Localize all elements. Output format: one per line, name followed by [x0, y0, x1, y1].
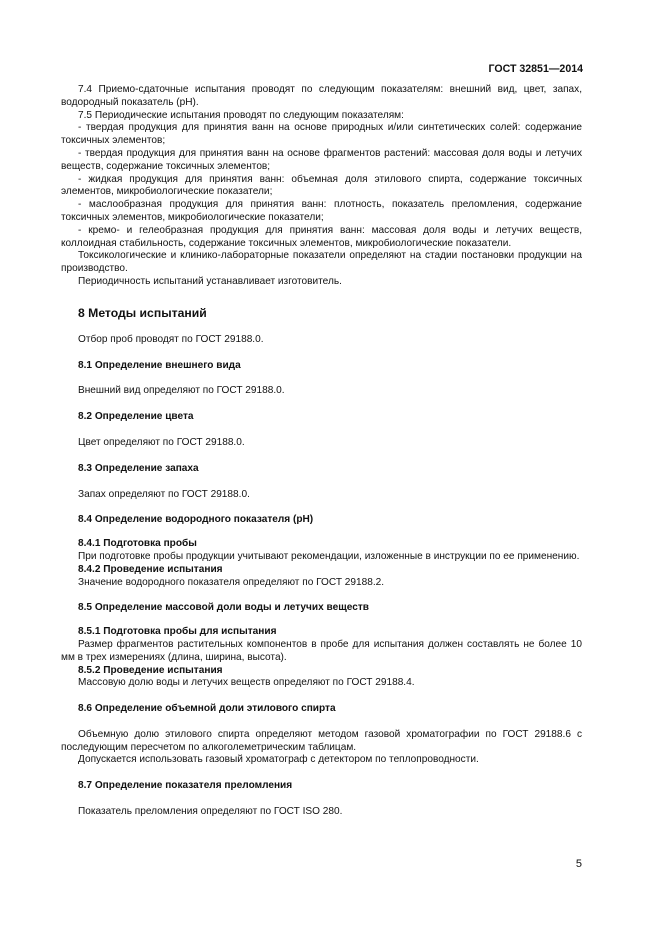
paragraph-toxicology: Токсикологические и клинико-лабораторные показатели определяют на стадии постановки продукции на производство. — [61, 250, 582, 275]
section-8-title: 8 Методы испытаний — [78, 305, 207, 320]
section-8-3-title: 8.3 Определение запаха — [78, 462, 199, 474]
section-8-5-1-title: 8.5.1 Подготовка пробы для испытания — [78, 626, 277, 638]
paragraph-8-6-note: Допускается использовать газовый хроматограф с детектором по теплопроводности. — [78, 754, 479, 766]
list-item: - жидкая продукция для принятия ванн: объемная доля этилового спирта, содержание токсичных элементов, микробиологические показатели; — [61, 173, 582, 198]
paragraph-8-4-1: При подготовке пробы продукции учитывают рекомендации, изложенные в инструкции по ее применению. — [78, 550, 580, 562]
section-8-2-title: 8.2 Определение цвета — [78, 411, 194, 423]
paragraph-8-2: Цвет определяют по ГОСТ 29188.0. — [78, 436, 245, 448]
section-8-4-2-title: 8.4.2 Проведение испытания — [78, 563, 223, 575]
paragraph-8-5-2: Массовую долю воды и летучих веществ определяют по ГОСТ 29188.4. — [78, 677, 415, 689]
paragraph-7-4: 7.4 Приемо-сдаточные испытания проводят по следующим показателям: внешний вид, цвет, запах, водородный показатель (рН). — [61, 84, 582, 108]
paragraph-8-1: Внешний вид определяют по ГОСТ 29188.0. — [78, 385, 285, 397]
list-item: - твердая продукция для принятия ванн на основе фрагментов растений: массовая доля воды и летучих веществ, содержание токсичных элементов; — [61, 147, 582, 172]
page-number: 5 — [575, 858, 582, 870]
list-item: - твердая продукция для принятия ванн на основе природных и/или синтетических солей: содержание токсичных элементов; — [61, 122, 582, 147]
paragraph-8-7: Показатель преломления определяют по ГОСТ ISO 280. — [78, 806, 343, 818]
paragraph-8-4-2: Значение водородного показателя определяют по ГОСТ 29188.2. — [78, 576, 385, 588]
paragraph-8-5-1: Размер фрагментов растительных компонентов в пробе для испытания должен составлять не более 10 мм в трех измерениях (длина, ширина, высота). — [61, 638, 582, 663]
list-item: - кремо- и гелеобразная продукция для принятия ванн: массовая доля воды и летучих веществ, коллоидная стабильность, содержание токсичных элементов, микробиологические показатели. — [61, 224, 582, 249]
section-8-5-2-title: 8.5.2 Проведение испытания — [78, 664, 223, 676]
section-8-6-title: 8.6 Определение объемной доли этилового спирта — [78, 703, 336, 715]
standard-header: ГОСТ 32851—2014 — [488, 63, 583, 75]
paragraph-periodicity: Периодичность испытаний устанавливает изготовитель. — [78, 275, 342, 287]
section-8-1-title: 8.1 Определение внешнего вида — [78, 359, 241, 371]
paragraph-8-6: Объемную долю этилового спирта определяют методом газовой хроматографии по ГОСТ 29188.6 с последующим пересчетом по алкоголеметрическим таблицам. — [61, 728, 582, 753]
document-body — [61, 84, 582, 819]
section-8-5-title: 8.5 Определение массовой доли воды и летучих веществ — [78, 602, 369, 614]
section-8-4-1-title: 8.4.1 Подготовка пробы — [78, 538, 197, 550]
paragraph-8-3: Запах определяют по ГОСТ 29188.0. — [78, 488, 250, 500]
list-item: - маслообразная продукция для принятия ванн: плотность, показатель преломления, содержание токсичных элементов, микробиологические показатели; — [61, 199, 582, 223]
section-8-4-title: 8.4 Определение водородного показателя (рН) — [78, 514, 314, 526]
paragraph-sampling: Отбор проб проводят по ГОСТ 29188.0. — [78, 333, 264, 345]
section-8-7-title: 8.7 Определение показателя преломления — [78, 780, 293, 792]
paragraph-7-5: 7.5 Периодические испытания проводят по следующим показателям: — [78, 109, 404, 121]
